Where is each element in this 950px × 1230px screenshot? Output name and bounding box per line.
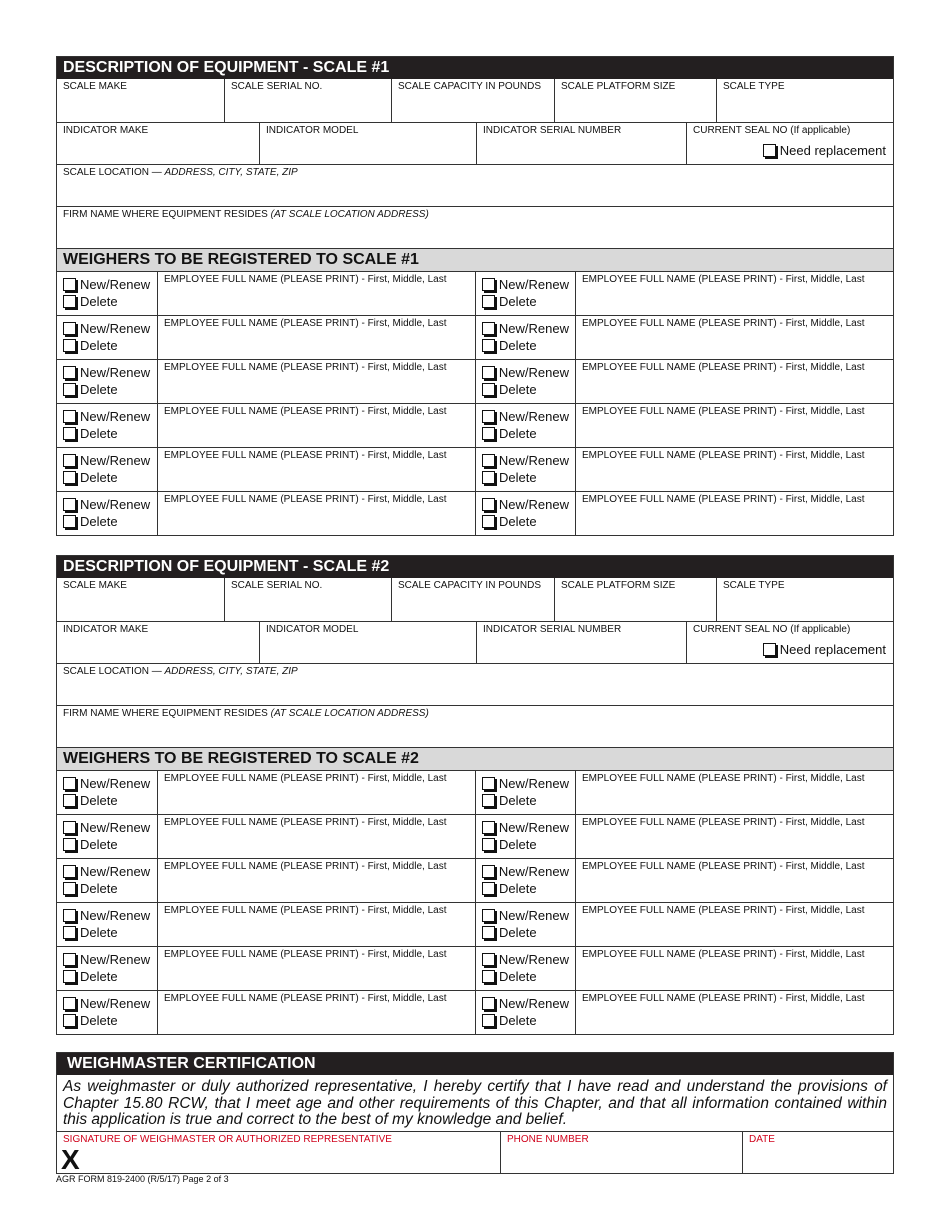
- new-renew-checkbox[interactable]: [482, 995, 569, 1012]
- new-renew-label: New/Renew: [498, 952, 569, 967]
- scale1-section: [56, 56, 894, 536]
- checkbox-icon: [63, 339, 76, 352]
- scale-location-hint: ADDRESS, CITY, STATE, ZIP: [164, 666, 298, 677]
- weigher-action-options: [57, 947, 157, 990]
- checkbox-icon: [482, 410, 495, 423]
- employee-name-field[interactable]: [575, 859, 893, 902]
- scale-location-label: SCALE LOCATION —: [63, 167, 165, 178]
- new-renew-checkbox[interactable]: [482, 775, 569, 792]
- delete-checkbox[interactable]: [63, 513, 151, 530]
- checkbox-icon: [63, 794, 76, 807]
- new-renew-label: New/Renew: [498, 497, 569, 512]
- scale-serial-label: SCALE SERIAL NO.: [231, 580, 323, 591]
- indicator-serial-label: INDICATOR SERIAL NUMBER: [483, 624, 622, 635]
- new-renew-checkbox[interactable]: [63, 496, 151, 513]
- weigher-row: [57, 403, 893, 447]
- scale-type-label: SCALE TYPE: [723, 81, 785, 92]
- delete-checkbox[interactable]: [63, 880, 151, 897]
- new-renew-checkbox[interactable]: [63, 452, 151, 469]
- delete-label: Delete: [499, 1013, 537, 1028]
- current-seal-field[interactable]: [686, 123, 893, 164]
- indicator-serial-field[interactable]: [476, 622, 686, 663]
- weigher-row: [57, 271, 893, 315]
- employee-name-field[interactable]: [157, 991, 475, 1034]
- scale-make-label: SCALE MAKE: [63, 580, 127, 591]
- weigher-action-options: [475, 771, 575, 814]
- need-replacement-label: Need replacement: [779, 642, 886, 657]
- new-renew-checkbox[interactable]: [482, 907, 569, 924]
- new-renew-label: New/Renew: [80, 952, 151, 967]
- delete-checkbox[interactable]: [482, 381, 569, 398]
- employee-name-label: EMPLOYEE FULL NAME (PLEASE PRINT) - First, Middle, Last: [164, 494, 447, 505]
- new-renew-checkbox[interactable]: [482, 364, 569, 381]
- scale-location-hint: ADDRESS, CITY, STATE, ZIP: [164, 167, 298, 178]
- weigher-row: [57, 447, 893, 491]
- employee-name-label: EMPLOYEE FULL NAME (PLEASE PRINT) - First, Middle, Last: [164, 362, 447, 373]
- checkbox-icon: [482, 953, 495, 966]
- delete-checkbox[interactable]: [63, 425, 151, 442]
- new-renew-checkbox[interactable]: [63, 907, 151, 924]
- employee-name-label: EMPLOYEE FULL NAME (PLEASE PRINT) - First, Middle, Last: [164, 773, 447, 784]
- certification-title: WEIGHMASTER CERTIFICATION: [57, 1053, 893, 1075]
- scale-make-label: SCALE MAKE: [63, 81, 127, 92]
- weigher-row: [57, 858, 893, 902]
- employee-name-label: EMPLOYEE FULL NAME (PLEASE PRINT) - First, Middle, Last: [164, 949, 447, 960]
- delete-label: Delete: [499, 294, 537, 309]
- employee-name-field[interactable]: [157, 815, 475, 858]
- employee-name-label: EMPLOYEE FULL NAME (PLEASE PRINT) - First, Middle, Last: [582, 362, 865, 373]
- employee-name-field[interactable]: [157, 903, 475, 946]
- checkbox-icon: [482, 515, 495, 528]
- new-renew-label: New/Renew: [80, 365, 151, 380]
- employee-name-label: EMPLOYEE FULL NAME (PLEASE PRINT) - First, Middle, Last: [582, 274, 865, 285]
- new-renew-label: New/Renew: [498, 996, 569, 1011]
- employee-name-field[interactable]: [575, 360, 893, 403]
- scale-location-label: SCALE LOCATION —: [63, 666, 165, 677]
- certification-section: [56, 1052, 894, 1174]
- delete-checkbox[interactable]: [482, 1012, 569, 1029]
- checkbox-icon: [763, 144, 776, 157]
- weigher-action-options: [475, 404, 575, 447]
- weigher-action-options: [475, 947, 575, 990]
- need-replacement-checkbox[interactable]: [763, 143, 886, 158]
- employee-name-label: EMPLOYEE FULL NAME (PLEASE PRINT) - First, Middle, Last: [582, 318, 865, 329]
- checkbox-icon: [482, 498, 495, 511]
- new-renew-checkbox[interactable]: [63, 408, 151, 425]
- delete-label: Delete: [80, 925, 118, 940]
- checkbox-icon: [482, 794, 495, 807]
- new-renew-label: New/Renew: [498, 776, 569, 791]
- delete-checkbox[interactable]: [63, 792, 151, 809]
- scale-capacity-label: SCALE CAPACITY IN POUNDS: [398, 81, 541, 92]
- employee-name-label: EMPLOYEE FULL NAME (PLEASE PRINT) - First, Middle, Last: [582, 406, 865, 417]
- checkbox-icon: [63, 383, 76, 396]
- employee-name-label: EMPLOYEE FULL NAME (PLEASE PRINT) - First, Middle, Last: [164, 406, 447, 417]
- delete-label: Delete: [80, 382, 118, 397]
- scale-platform-field[interactable]: [554, 578, 716, 621]
- indicator-model-field[interactable]: [259, 123, 476, 164]
- new-renew-label: New/Renew: [80, 820, 151, 835]
- checkbox-icon: [63, 970, 76, 983]
- delete-checkbox[interactable]: [63, 968, 151, 985]
- new-renew-label: New/Renew: [498, 908, 569, 923]
- employee-name-field[interactable]: [575, 991, 893, 1034]
- new-renew-label: New/Renew: [498, 277, 569, 292]
- indicator-serial-field[interactable]: [476, 123, 686, 164]
- indicator-make-field[interactable]: [57, 622, 259, 663]
- weigher-row: [57, 770, 893, 814]
- checkbox-icon: [63, 926, 76, 939]
- checkbox-icon: [63, 295, 76, 308]
- weigher-action-options: [57, 404, 157, 447]
- delete-label: Delete: [80, 969, 118, 984]
- new-renew-checkbox[interactable]: [63, 364, 151, 381]
- checkbox-icon: [63, 454, 76, 467]
- checkbox-icon: [63, 322, 76, 335]
- checkbox-icon: [482, 339, 495, 352]
- employee-name-field[interactable]: [157, 492, 475, 535]
- scale2-section: [56, 555, 894, 1035]
- new-renew-label: New/Renew: [498, 365, 569, 380]
- form-footer: AGR FORM 819-2400 (R/5/17) Page 2 of 3: [56, 1174, 229, 1184]
- firm-name-field[interactable]: [57, 207, 893, 248]
- indicator-make-field[interactable]: [57, 123, 259, 164]
- delete-checkbox[interactable]: [63, 924, 151, 941]
- firm-name-label: FIRM NAME WHERE EQUIPMENT RESIDES: [63, 209, 271, 220]
- scale-capacity-label: SCALE CAPACITY IN POUNDS: [398, 580, 541, 591]
- weigher-action-options: [57, 360, 157, 403]
- checkbox-icon: [482, 454, 495, 467]
- employee-name-label: EMPLOYEE FULL NAME (PLEASE PRINT) - First, Middle, Last: [582, 905, 865, 916]
- new-renew-label: New/Renew: [80, 776, 151, 791]
- weigher-action-options: [475, 903, 575, 946]
- checkbox-icon: [482, 997, 495, 1010]
- employee-name-field[interactable]: [575, 947, 893, 990]
- new-renew-checkbox[interactable]: [63, 951, 151, 968]
- indicator-make-label: INDICATOR MAKE: [63, 125, 149, 136]
- weigher-row: [57, 990, 893, 1034]
- checkbox-icon: [63, 515, 76, 528]
- checkbox-icon: [482, 821, 495, 834]
- new-renew-label: New/Renew: [80, 497, 151, 512]
- new-renew-checkbox[interactable]: [482, 496, 569, 513]
- weigher-action-options: [475, 316, 575, 359]
- delete-label: Delete: [499, 793, 537, 808]
- scale-make-field[interactable]: [57, 79, 224, 122]
- checkbox-icon: [63, 882, 76, 895]
- checkbox-icon: [482, 838, 495, 851]
- delete-checkbox[interactable]: [482, 880, 569, 897]
- scale2-title: DESCRIPTION OF EQUIPMENT - SCALE #2: [57, 556, 893, 578]
- weigher-action-options: [475, 492, 575, 535]
- date-label: DATE: [749, 1133, 775, 1145]
- indicator-model-label: INDICATOR MODEL: [266, 624, 359, 635]
- new-renew-label: New/Renew: [498, 453, 569, 468]
- delete-label: Delete: [80, 837, 118, 852]
- date-field[interactable]: [742, 1132, 893, 1174]
- checkbox-icon: [482, 427, 495, 440]
- weigher-action-options: [475, 360, 575, 403]
- employee-name-label: EMPLOYEE FULL NAME (PLEASE PRINT) - First, Middle, Last: [164, 861, 447, 872]
- checkbox-icon: [63, 777, 76, 790]
- delete-label: Delete: [499, 426, 537, 441]
- weigher-action-options: [57, 492, 157, 535]
- delete-label: Delete: [499, 881, 537, 896]
- weigher-action-options: [475, 815, 575, 858]
- checkbox-icon: [482, 322, 495, 335]
- checkbox-icon: [63, 821, 76, 834]
- scale-location-field[interactable]: [57, 664, 893, 705]
- delete-label: Delete: [80, 470, 118, 485]
- employee-name-field[interactable]: [575, 815, 893, 858]
- weigher-action-options: [57, 991, 157, 1034]
- firm-name-label: FIRM NAME WHERE EQUIPMENT RESIDES: [63, 708, 271, 719]
- checkbox-icon: [63, 366, 76, 379]
- delete-label: Delete: [80, 294, 118, 309]
- checkbox-icon: [482, 471, 495, 484]
- employee-name-field[interactable]: [575, 272, 893, 315]
- firm-name-field[interactable]: [57, 706, 893, 747]
- checkbox-icon: [482, 926, 495, 939]
- indicator-model-field[interactable]: [259, 622, 476, 663]
- delete-label: Delete: [499, 514, 537, 529]
- employee-name-label: EMPLOYEE FULL NAME (PLEASE PRINT) - First, Middle, Last: [582, 993, 865, 1004]
- checkbox-icon: [63, 953, 76, 966]
- weigher-action-options: [57, 272, 157, 315]
- employee-name-field[interactable]: [157, 360, 475, 403]
- new-renew-label: New/Renew: [80, 321, 151, 336]
- certification-text: As weighmaster or duly authorized representative, I hereby certify that I have read and understand the provisions of Chapter 15.80 RCW, that I meet age and other requirements of this Chapter, and that all information contained within this application is true and correct to the best of my knowledge and belief.: [63, 1078, 887, 1128]
- new-renew-checkbox[interactable]: [482, 452, 569, 469]
- current-seal-label: CURRENT SEAL NO (If applicable): [693, 624, 851, 635]
- employee-name-field[interactable]: [575, 903, 893, 946]
- delete-checkbox[interactable]: [63, 337, 151, 354]
- phone-field[interactable]: [500, 1132, 742, 1174]
- checkbox-icon: [63, 410, 76, 423]
- scale-platform-label: SCALE PLATFORM SIZE: [561, 580, 676, 591]
- delete-label: Delete: [499, 470, 537, 485]
- indicator-serial-label: INDICATOR SERIAL NUMBER: [483, 125, 622, 136]
- weigher-row: [57, 491, 893, 535]
- new-renew-checkbox[interactable]: [482, 320, 569, 337]
- employee-name-label: EMPLOYEE FULL NAME (PLEASE PRINT) - First, Middle, Last: [164, 993, 447, 1004]
- checkbox-icon: [482, 1014, 495, 1027]
- scale1-title: DESCRIPTION OF EQUIPMENT - SCALE #1: [57, 57, 893, 79]
- employee-name-label: EMPLOYEE FULL NAME (PLEASE PRINT) - First, Middle, Last: [164, 817, 447, 828]
- new-renew-checkbox[interactable]: [482, 819, 569, 836]
- checkbox-icon: [63, 865, 76, 878]
- signature-label: SIGNATURE OF WEIGHMASTER OR AUTHORIZED REPRESENTATIVE: [63, 1133, 392, 1145]
- checkbox-icon: [63, 997, 76, 1010]
- new-renew-checkbox[interactable]: [482, 408, 569, 425]
- phone-label: PHONE NUMBER: [507, 1133, 589, 1145]
- current-seal-field[interactable]: [686, 622, 893, 663]
- new-renew-label: New/Renew: [498, 820, 569, 835]
- employee-name-field[interactable]: [157, 448, 475, 491]
- checkbox-icon: [482, 909, 495, 922]
- signature-x-mark: X: [61, 1143, 80, 1175]
- employee-name-field[interactable]: [575, 404, 893, 447]
- delete-label: Delete: [499, 338, 537, 353]
- scale-type-label: SCALE TYPE: [723, 580, 785, 591]
- weigher-action-options: [57, 859, 157, 902]
- signature-field[interactable]: [57, 1132, 500, 1174]
- delete-checkbox[interactable]: [63, 1012, 151, 1029]
- checkbox-icon: [63, 838, 76, 851]
- employee-name-field[interactable]: [157, 771, 475, 814]
- delete-checkbox[interactable]: [482, 337, 569, 354]
- scale-capacity-field[interactable]: [391, 578, 554, 621]
- delete-checkbox[interactable]: [482, 836, 569, 853]
- delete-label: Delete: [499, 382, 537, 397]
- new-renew-label: New/Renew: [80, 908, 151, 923]
- delete-label: Delete: [80, 793, 118, 808]
- checkbox-icon: [482, 295, 495, 308]
- new-renew-checkbox[interactable]: [63, 320, 151, 337]
- delete-label: Delete: [80, 338, 118, 353]
- checkbox-icon: [482, 366, 495, 379]
- new-renew-label: New/Renew: [80, 864, 151, 879]
- delete-label: Delete: [499, 969, 537, 984]
- checkbox-icon: [763, 643, 776, 656]
- checkbox-icon: [482, 970, 495, 983]
- firm-name-hint: (AT SCALE LOCATION ADDRESS): [270, 708, 429, 719]
- new-renew-label: New/Renew: [80, 409, 151, 424]
- new-renew-checkbox[interactable]: [482, 863, 569, 880]
- employee-name-field[interactable]: [575, 492, 893, 535]
- delete-checkbox[interactable]: [63, 469, 151, 486]
- delete-checkbox[interactable]: [482, 924, 569, 941]
- scale-make-field[interactable]: [57, 578, 224, 621]
- employee-name-label: EMPLOYEE FULL NAME (PLEASE PRINT) - First, Middle, Last: [164, 318, 447, 329]
- employee-name-field[interactable]: [157, 859, 475, 902]
- scale-serial-field[interactable]: [224, 578, 391, 621]
- new-renew-label: New/Renew: [498, 864, 569, 879]
- weigher-action-options: [475, 991, 575, 1034]
- new-renew-checkbox[interactable]: [63, 863, 151, 880]
- weigher-action-options: [57, 815, 157, 858]
- delete-label: Delete: [80, 1013, 118, 1028]
- scale-type-field[interactable]: [716, 578, 893, 621]
- checkbox-icon: [482, 278, 495, 291]
- new-renew-label: New/Renew: [80, 277, 151, 292]
- delete-label: Delete: [499, 837, 537, 852]
- employee-name-label: EMPLOYEE FULL NAME (PLEASE PRINT) - First, Middle, Last: [164, 905, 447, 916]
- new-renew-checkbox[interactable]: [482, 951, 569, 968]
- delete-checkbox[interactable]: [63, 836, 151, 853]
- weigher-action-options: [57, 771, 157, 814]
- delete-checkbox[interactable]: [482, 792, 569, 809]
- scale-serial-field[interactable]: [224, 79, 391, 122]
- new-renew-checkbox[interactable]: [482, 276, 569, 293]
- delete-label: Delete: [80, 881, 118, 896]
- weigher-row: [57, 315, 893, 359]
- scale-serial-label: SCALE SERIAL NO.: [231, 81, 323, 92]
- weigher-action-options: [475, 448, 575, 491]
- scale-type-field[interactable]: [716, 79, 893, 122]
- scale-capacity-field[interactable]: [391, 79, 554, 122]
- delete-checkbox[interactable]: [482, 513, 569, 530]
- new-renew-checkbox[interactable]: [63, 995, 151, 1012]
- scale-platform-field[interactable]: [554, 79, 716, 122]
- weigher-action-options: [475, 859, 575, 902]
- new-renew-label: New/Renew: [80, 996, 151, 1011]
- delete-checkbox[interactable]: [63, 381, 151, 398]
- checkbox-icon: [482, 882, 495, 895]
- employee-name-label: EMPLOYEE FULL NAME (PLEASE PRINT) - First, Middle, Last: [582, 949, 865, 960]
- checkbox-icon: [63, 1014, 76, 1027]
- delete-checkbox[interactable]: [482, 968, 569, 985]
- checkbox-icon: [482, 383, 495, 396]
- weigher-action-options: [57, 316, 157, 359]
- delete-checkbox[interactable]: [482, 293, 569, 310]
- employee-name-field[interactable]: [157, 404, 475, 447]
- employee-name-label: EMPLOYEE FULL NAME (PLEASE PRINT) - First, Middle, Last: [582, 494, 865, 505]
- checkbox-icon: [63, 909, 76, 922]
- employee-name-field[interactable]: [575, 316, 893, 359]
- employee-name-label: EMPLOYEE FULL NAME (PLEASE PRINT) - First, Middle, Last: [582, 817, 865, 828]
- checkbox-icon: [63, 471, 76, 484]
- delete-label: Delete: [499, 925, 537, 940]
- checkbox-icon: [482, 777, 495, 790]
- employee-name-label: EMPLOYEE FULL NAME (PLEASE PRINT) - First, Middle, Last: [164, 274, 447, 285]
- checkbox-icon: [482, 865, 495, 878]
- need-replacement-checkbox[interactable]: [763, 642, 886, 657]
- checkbox-icon: [63, 278, 76, 291]
- delete-checkbox[interactable]: [482, 425, 569, 442]
- weigher-row: [57, 359, 893, 403]
- new-renew-checkbox[interactable]: [63, 819, 151, 836]
- employee-name-field[interactable]: [157, 272, 475, 315]
- scale1-weighers-title: WEIGHERS TO BE REGISTERED TO SCALE #1: [57, 248, 893, 271]
- weigher-action-options: [57, 448, 157, 491]
- need-replacement-label: Need replacement: [779, 143, 886, 158]
- weigher-row: [57, 946, 893, 990]
- new-renew-checkbox[interactable]: [63, 775, 151, 792]
- weigher-row: [57, 814, 893, 858]
- employee-name-field[interactable]: [575, 771, 893, 814]
- employee-name-label: EMPLOYEE FULL NAME (PLEASE PRINT) - First, Middle, Last: [164, 450, 447, 461]
- scale2-weighers-title: WEIGHERS TO BE REGISTERED TO SCALE #2: [57, 747, 893, 770]
- delete-checkbox[interactable]: [482, 469, 569, 486]
- delete-checkbox[interactable]: [63, 293, 151, 310]
- scale-location-field[interactable]: [57, 165, 893, 206]
- firm-name-hint: (AT SCALE LOCATION ADDRESS): [270, 209, 429, 220]
- employee-name-label: EMPLOYEE FULL NAME (PLEASE PRINT) - First, Middle, Last: [582, 861, 865, 872]
- new-renew-label: New/Renew: [498, 409, 569, 424]
- employee-name-field[interactable]: [157, 316, 475, 359]
- current-seal-label: CURRENT SEAL NO (If applicable): [693, 125, 851, 136]
- indicator-model-label: INDICATOR MODEL: [266, 125, 359, 136]
- weigher-action-options: [57, 903, 157, 946]
- new-renew-label: New/Renew: [80, 453, 151, 468]
- employee-name-field[interactable]: [157, 947, 475, 990]
- scale-platform-label: SCALE PLATFORM SIZE: [561, 81, 676, 92]
- indicator-make-label: INDICATOR MAKE: [63, 624, 149, 635]
- checkbox-icon: [63, 498, 76, 511]
- weigher-action-options: [475, 272, 575, 315]
- delete-label: Delete: [80, 426, 118, 441]
- weigher-row: [57, 902, 893, 946]
- employee-name-label: EMPLOYEE FULL NAME (PLEASE PRINT) - First, Middle, Last: [582, 773, 865, 784]
- new-renew-label: New/Renew: [498, 321, 569, 336]
- new-renew-checkbox[interactable]: [63, 276, 151, 293]
- delete-label: Delete: [80, 514, 118, 529]
- employee-name-label: EMPLOYEE FULL NAME (PLEASE PRINT) - First, Middle, Last: [582, 450, 865, 461]
- checkbox-icon: [63, 427, 76, 440]
- employee-name-field[interactable]: [575, 448, 893, 491]
